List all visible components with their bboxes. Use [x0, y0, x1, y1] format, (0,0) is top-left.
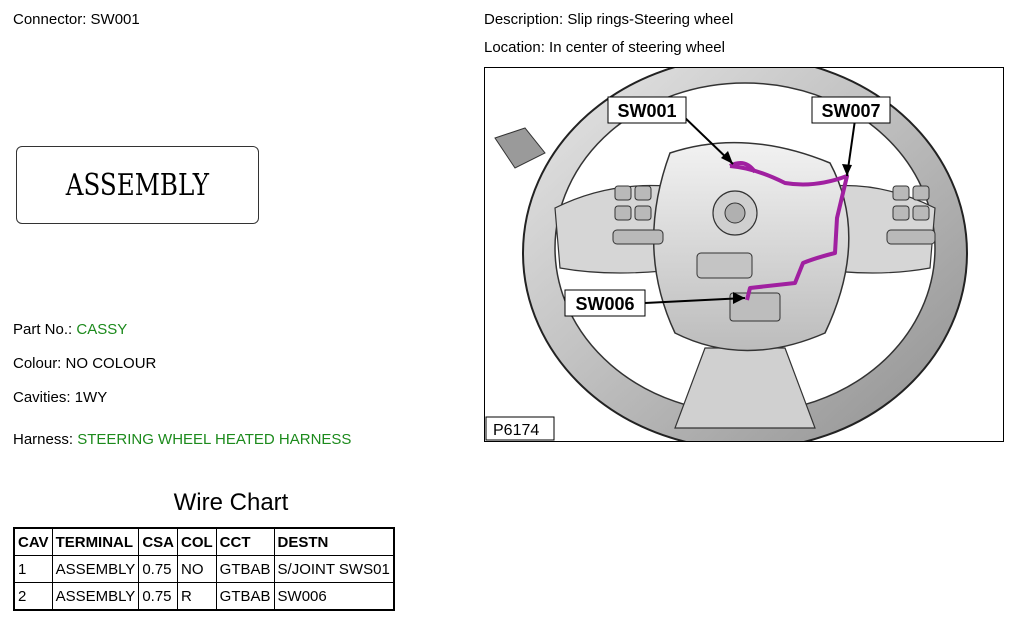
cell-cav: 1 — [14, 556, 52, 583]
cell-csa: 0.75 — [139, 583, 178, 611]
steering-wheel-figure — [484, 67, 1004, 442]
assembly-label: ASSEMBLY — [65, 167, 210, 203]
cell-col: NO — [178, 556, 217, 583]
wire-chart-table — [13, 527, 395, 611]
col-destn-header: DESTN — [274, 528, 394, 556]
description-text: Description: Slip rings-Steering wheel — [484, 11, 734, 28]
cell-cct: GTBAB — [216, 583, 274, 611]
part-no-label: Part No.: — [13, 321, 73, 338]
cell-terminal: ASSEMBLY — [52, 556, 139, 583]
table-row — [14, 583, 394, 611]
part-no-value: CASSY — [76, 321, 128, 338]
col-col-header: COL — [178, 528, 217, 556]
assembly-connector-image — [16, 146, 259, 224]
colour-row — [13, 355, 156, 372]
part-no-row — [13, 321, 127, 338]
colour-label: Colour: — [13, 355, 62, 372]
harness-label: Harness: — [13, 431, 74, 448]
callout-sw001: SW001 — [617, 101, 677, 121]
cell-cct: GTBAB — [216, 556, 274, 583]
harness-value: STEERING WHEEL HEATED HARNESS — [77, 431, 352, 448]
location-text: Location: In center of steering wheel — [484, 39, 725, 56]
col-cav-header: CAV — [14, 528, 52, 556]
table-row — [14, 556, 394, 583]
callout-sw006: SW006 — [575, 294, 635, 314]
cell-destn: S/JOINT SWS01 — [274, 556, 394, 583]
cell-cav: 2 — [14, 583, 52, 611]
col-terminal-header: TERMINAL — [52, 528, 139, 556]
harness-row — [13, 431, 351, 448]
wire-chart-title: Wire Chart — [173, 489, 289, 516]
col-cct-header: CCT — [216, 528, 274, 556]
cell-csa: 0.75 — [139, 556, 178, 583]
connector-title: Connector: SW001 — [13, 11, 140, 28]
cell-terminal: ASSEMBLY — [52, 583, 139, 611]
cavities-row — [13, 389, 107, 406]
cell-destn: SW006 — [274, 583, 394, 611]
colour-value: NO COLOUR — [65, 355, 157, 372]
table-header-row — [14, 528, 394, 556]
figure-id: P6174 — [493, 422, 540, 439]
steering-wheel-drawing — [485, 68, 1003, 441]
callout-sw007: SW007 — [821, 101, 881, 121]
col-csa-header: CSA — [139, 528, 178, 556]
cavities-label: Cavities: — [13, 389, 71, 406]
cell-col: R — [178, 583, 217, 611]
cavities-value: 1WY — [74, 389, 108, 406]
